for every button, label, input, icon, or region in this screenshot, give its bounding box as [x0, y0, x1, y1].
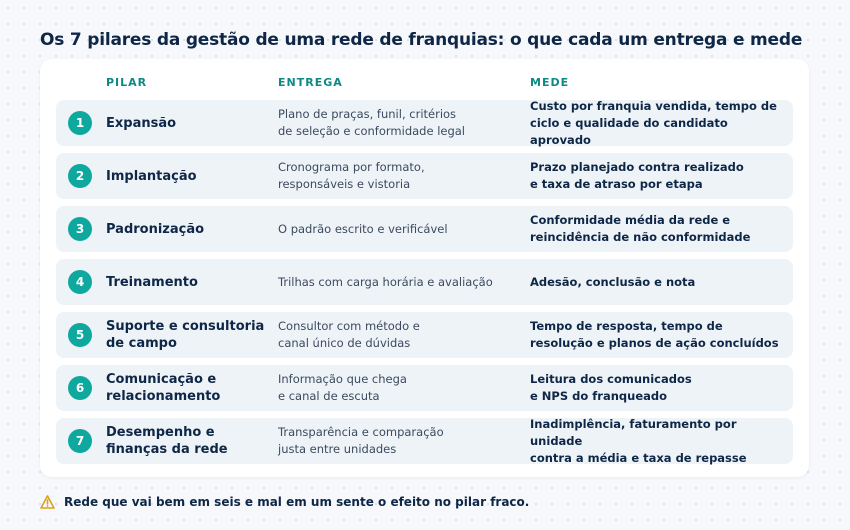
table-row [56, 259, 793, 305]
pilar-name: Expansão [106, 115, 177, 131]
mede-text: Custo por franquia vendida, tempo de ciclo e qualidade do candidato aprovado [530, 98, 777, 147]
table-row [56, 418, 793, 464]
footnote [40, 495, 529, 509]
column-header-mede: MEDE [530, 76, 570, 89]
mede-text: Inadimplência, faturamento por unidade contra a média e taxa de repasse [530, 416, 747, 465]
pilar-name: Treinamento [106, 274, 198, 290]
table-row [56, 100, 793, 146]
pillars-table [40, 59, 809, 477]
number-badge: 6 [68, 376, 92, 400]
column-header-entrega: ENTREGA [278, 76, 343, 89]
number-badge: 2 [68, 164, 92, 188]
number-badge: 7 [68, 429, 92, 453]
table-row [56, 312, 793, 358]
entrega-text: Plano de praças, funil, critérios de seleção e conformidade legal [278, 107, 466, 138]
pilar-name: Implantação [106, 168, 197, 184]
page-title: Os 7 pilares da gestão de uma rede de franquias: o que cada um entrega e mede [40, 30, 803, 50]
table-row [56, 206, 793, 252]
mede-text: Leitura dos comunicados e NPS do franqueado [530, 372, 692, 403]
column-header-pilar: PILAR [106, 76, 148, 89]
mede-text: Conformidade média da rede e reincidência de não conformidade [530, 213, 751, 244]
warning-icon [40, 495, 55, 509]
footnote-text: Rede que vai bem em seis e mal em um sente o efeito no pilar fraco. [64, 495, 530, 509]
entrega-text: Informação que chega e canal de escuta [278, 372, 407, 403]
entrega-text: Trilhas com carga horária e avaliação [278, 274, 493, 289]
entrega-text: Consultor com método e canal único de dúvidas [278, 319, 420, 350]
mede-text: Adesão, conclusão e nota [530, 274, 696, 289]
pilar-name: Comunicação e relacionamento [106, 372, 221, 404]
entrega-text: Cronograma por formato, responsáveis e vistoria [278, 160, 425, 191]
entrega-text: O padrão escrito e verificável [278, 221, 448, 236]
number-badge: 3 [68, 217, 92, 241]
entrega-text: Transparência e comparação justa entre unidades [278, 425, 444, 456]
table-row [56, 365, 793, 411]
mede-text: Prazo planejado contra realizado e taxa de atraso por etapa [530, 160, 744, 191]
mede-text: Tempo de resposta, tempo de resolução e planos de ação concluídos [530, 319, 779, 350]
number-badge: 4 [68, 270, 92, 294]
pilar-name: Padronização [106, 221, 205, 237]
number-badge: 1 [68, 111, 92, 135]
pilar-name: Desempenho e finanças da rede [106, 425, 228, 457]
pilar-name: Suporte e consultoria de campo [106, 319, 265, 351]
number-badge: 5 [68, 323, 92, 347]
table-row [56, 153, 793, 199]
